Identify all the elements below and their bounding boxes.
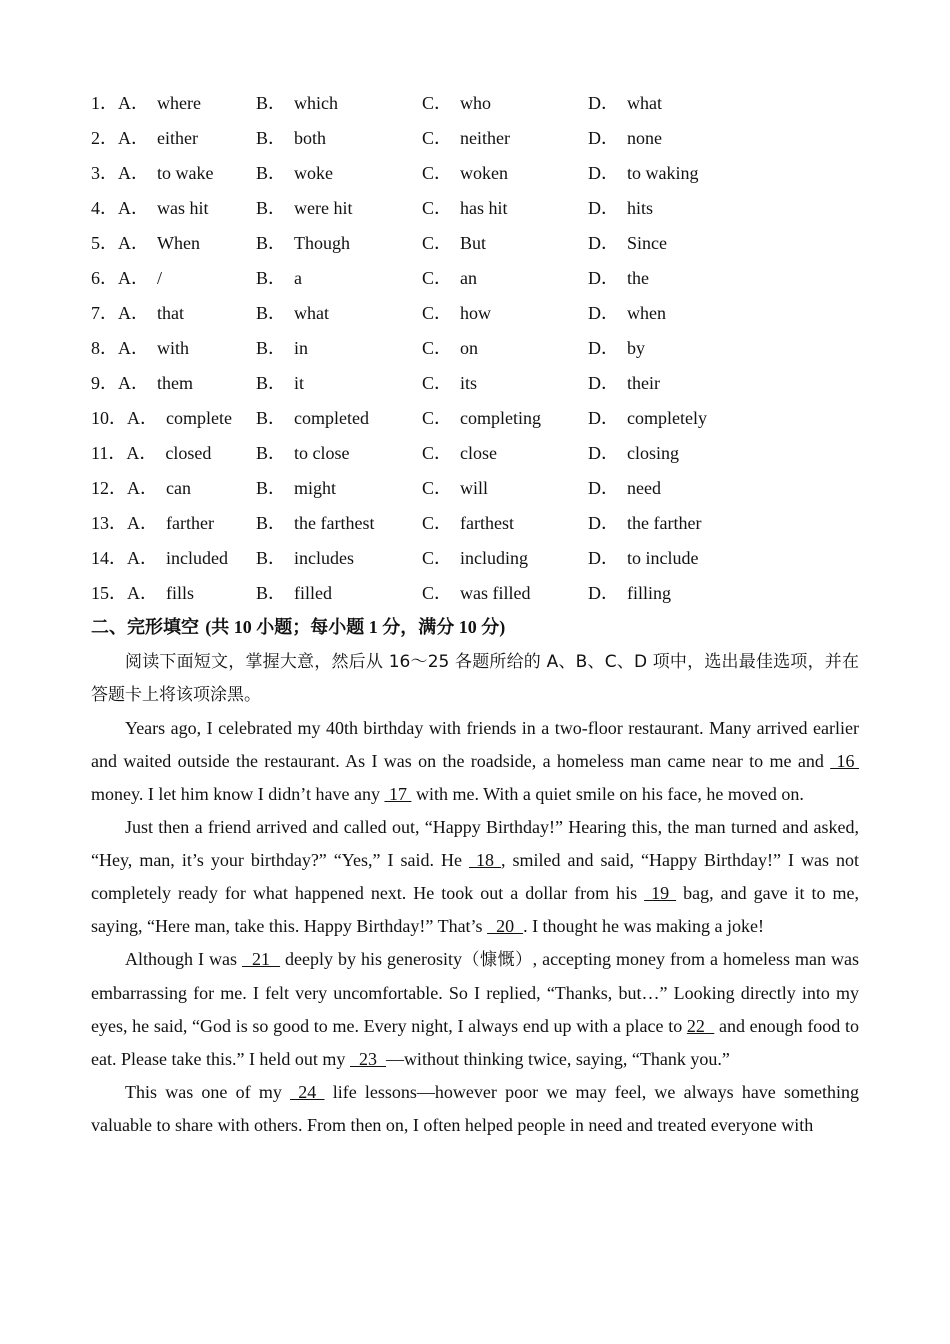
- option-b: [256, 298, 329, 328]
- text-run: , accepting money from a homeless man was embarrassing for me. I felt very uncomfortable. So I replied, “Thanks, but…” Looking directly into my eyes, he said, “God is so good to me. Every night, I always end up with a place to: [91, 949, 860, 1036]
- option-d: [588, 543, 698, 573]
- option-a: [91, 368, 193, 398]
- blank-17: 17: [384, 784, 412, 804]
- option-letter: C．: [422, 93, 453, 113]
- option-text: farther: [166, 513, 214, 533]
- option-letter: A．: [118, 338, 149, 358]
- option-b: [256, 123, 326, 153]
- option-letter: C．: [422, 513, 453, 533]
- option-text: what: [294, 303, 330, 323]
- option-text: when: [627, 303, 666, 323]
- option-b: [256, 333, 308, 363]
- blank-20: 20: [487, 916, 524, 936]
- question-number: 8．: [91, 338, 118, 358]
- option-text: complete: [166, 408, 232, 428]
- question-row: [91, 123, 871, 158]
- option-letter: D．: [588, 478, 619, 498]
- option-text: that: [157, 303, 184, 323]
- option-text: either: [157, 128, 198, 148]
- option-letter: D．: [588, 128, 619, 148]
- option-text: Since: [627, 233, 667, 253]
- option-c: [422, 298, 491, 328]
- option-text: in: [294, 338, 309, 358]
- option-letter: B．: [256, 548, 287, 568]
- option-a: [91, 158, 213, 188]
- question-row: [91, 473, 871, 508]
- option-text: them: [157, 373, 193, 393]
- option-c: [422, 158, 508, 188]
- option-c: [422, 403, 541, 433]
- option-b: [256, 158, 333, 188]
- option-letter: C．: [422, 303, 453, 323]
- option-letter: D．: [588, 303, 619, 323]
- option-letter: B．: [256, 93, 287, 113]
- option-letter: D．: [588, 338, 619, 358]
- option-d: [588, 368, 660, 398]
- option-letter: C．: [422, 128, 453, 148]
- option-text: an: [460, 268, 478, 288]
- option-a: [91, 228, 200, 258]
- text-run: and enough food to eat. Please take this.” I held out my: [91, 1016, 859, 1069]
- option-a: [91, 473, 191, 503]
- cloze-passage: [91, 646, 859, 1142]
- blank-18: 18: [469, 850, 502, 870]
- text-run: Although I was: [125, 949, 243, 969]
- question-row: [91, 228, 871, 263]
- option-b: [256, 228, 350, 258]
- blank-23: 23: [349, 1049, 386, 1069]
- text-run: This was one of my: [125, 1082, 291, 1102]
- option-text: to waking: [627, 163, 699, 183]
- option-c: [422, 508, 514, 538]
- option-letter: C．: [422, 548, 453, 568]
- option-letter: D．: [588, 513, 619, 533]
- option-letter: C．: [422, 268, 453, 288]
- option-c: [422, 578, 531, 608]
- option-text: the farther: [627, 513, 702, 533]
- option-text: woke: [294, 163, 334, 183]
- option-text: neither: [460, 128, 510, 148]
- option-text: farthest: [460, 513, 514, 533]
- option-text: the: [627, 268, 649, 288]
- question-number: 4．: [91, 198, 118, 218]
- option-letter: A．: [118, 233, 149, 253]
- option-d: [588, 123, 662, 153]
- option-letter: D．: [588, 548, 619, 568]
- option-text: where: [157, 93, 201, 113]
- option-text: by: [627, 338, 645, 358]
- option-text: can: [166, 478, 191, 498]
- option-text: to close: [294, 443, 350, 463]
- option-a: [91, 123, 198, 153]
- paragraph-2: [91, 811, 859, 943]
- option-a: [91, 508, 214, 538]
- option-text: closing: [627, 443, 679, 463]
- option-d: [588, 438, 679, 468]
- option-letter: A．: [118, 303, 149, 323]
- option-d: [588, 88, 662, 118]
- option-letter: D．: [588, 408, 619, 428]
- option-b: [256, 508, 374, 538]
- option-text: the farthest: [294, 513, 375, 533]
- question-row: [91, 578, 871, 613]
- option-letter: C．: [422, 233, 453, 253]
- question-number: 2．: [91, 128, 118, 148]
- option-letter: D．: [588, 93, 619, 113]
- option-letter: C．: [422, 478, 453, 498]
- option-text: will: [460, 478, 489, 498]
- question-number: 6．: [91, 268, 118, 288]
- question-row: [91, 438, 871, 473]
- option-d: [588, 333, 645, 363]
- option-d: [588, 578, 671, 608]
- option-letter: B．: [256, 513, 287, 533]
- option-text: it: [294, 373, 305, 393]
- option-text: /: [157, 268, 163, 288]
- option-a: [91, 263, 162, 293]
- option-b: [256, 543, 354, 573]
- multiple-choice-list: [91, 88, 871, 613]
- paragraph-1: [91, 712, 859, 811]
- option-c: [422, 473, 488, 503]
- option-letter: B．: [256, 478, 287, 498]
- option-d: [588, 298, 666, 328]
- option-text: When: [157, 233, 200, 253]
- option-c: [422, 88, 491, 118]
- option-letter: A．: [126, 443, 158, 463]
- option-letter: B．: [256, 268, 287, 288]
- option-a: [91, 578, 194, 608]
- option-text: what: [627, 93, 662, 113]
- option-text: included: [166, 548, 228, 568]
- option-b: [256, 578, 332, 608]
- option-letter: D．: [588, 373, 619, 393]
- option-letter: A．: [127, 513, 158, 533]
- option-letter: D．: [588, 163, 619, 183]
- text-run: with me. With a quiet smile on his face, he moved on.: [411, 784, 804, 804]
- question-number: 7．: [91, 303, 118, 323]
- blank-24: 24: [290, 1082, 325, 1102]
- option-letter: B．: [256, 373, 287, 393]
- option-letter: A．: [118, 268, 149, 288]
- option-d: [588, 158, 699, 188]
- question-number: 10．: [91, 408, 127, 428]
- option-letter: C．: [422, 373, 453, 393]
- option-letter: A．: [118, 93, 149, 113]
- option-text: completed: [294, 408, 369, 428]
- option-letter: B．: [256, 443, 287, 463]
- question-number: 9．: [91, 373, 118, 393]
- option-text: fills: [166, 583, 195, 603]
- option-letter: D．: [588, 443, 619, 463]
- option-letter: B．: [256, 128, 287, 148]
- paragraph-3: [91, 943, 859, 1076]
- blank-21: 21: [242, 949, 281, 969]
- option-letter: D．: [588, 583, 619, 603]
- option-text: both: [294, 128, 327, 148]
- option-letter: D．: [588, 268, 619, 288]
- option-letter: C．: [422, 338, 453, 358]
- option-letter: A．: [127, 408, 158, 428]
- question-number: 11．: [91, 443, 127, 463]
- option-text: on: [460, 338, 479, 358]
- option-text: Though: [294, 233, 351, 253]
- option-text: with: [157, 338, 190, 358]
- option-d: [588, 193, 653, 223]
- option-text: completely: [627, 408, 707, 428]
- option-text: were hit: [294, 198, 353, 218]
- option-c: [422, 543, 528, 573]
- option-text: hits: [627, 198, 654, 218]
- option-a: [91, 193, 209, 223]
- question-number: 12．: [91, 478, 127, 498]
- option-letter: D．: [588, 233, 619, 253]
- option-text: filling: [627, 583, 671, 603]
- option-d: [588, 263, 649, 293]
- option-text: how: [460, 303, 492, 323]
- option-text: woken: [460, 163, 509, 183]
- option-a: [91, 438, 211, 468]
- text-run: Just then a friend arrived and called out, “Happy Birthday!” Hearing this, the man turned and asked, “Hey, man, it’s your birthday?” “Yes,” I said. He: [91, 817, 859, 870]
- option-d: [588, 403, 707, 433]
- question-number: 1．: [91, 93, 118, 113]
- option-text: their: [627, 373, 660, 393]
- text-run: bag, and gave it to me, saying, “Here man, take this. Happy Birthday!” That’s: [91, 883, 860, 936]
- chinese-gloss: （慷慨）: [462, 950, 533, 970]
- text-run: deeply by his generosity: [280, 949, 463, 969]
- instructions: 阅读下面短文，掌握大意，然后从 16～25 各题所给的 A、B、C、D 项中，选出最佳选项，并在答题卡上将该项涂黑。: [91, 652, 859, 705]
- question-number: 14．: [91, 548, 127, 568]
- option-letter: B．: [256, 303, 287, 323]
- option-b: [256, 193, 353, 223]
- option-text: including: [460, 548, 529, 568]
- option-letter: A．: [127, 548, 158, 568]
- option-text: was hit: [157, 198, 209, 218]
- option-b: [256, 368, 304, 398]
- option-c: [422, 263, 477, 293]
- question-row: [91, 298, 871, 333]
- question-number: 3．: [91, 163, 118, 183]
- option-letter: B．: [256, 163, 287, 183]
- option-text: might: [294, 478, 337, 498]
- blank-19: 19: [644, 883, 677, 903]
- option-c: [422, 438, 497, 468]
- option-letter: B．: [256, 408, 287, 428]
- option-d: [588, 473, 661, 503]
- option-letter: B．: [256, 338, 287, 358]
- option-text: filled: [294, 583, 333, 603]
- option-text: includes: [294, 548, 355, 568]
- question-number: 15．: [91, 583, 127, 603]
- option-letter: C．: [422, 443, 453, 463]
- option-letter: D．: [588, 198, 619, 218]
- option-letter: C．: [422, 198, 453, 218]
- option-letter: C．: [422, 163, 453, 183]
- option-b: [256, 263, 302, 293]
- option-text: to wake: [157, 163, 214, 183]
- option-letter: B．: [256, 233, 287, 253]
- option-b: [256, 88, 338, 118]
- question-row: [91, 263, 871, 298]
- option-text: has hit: [460, 198, 508, 218]
- option-text: a: [294, 268, 303, 288]
- section-title: 二、完形填空: [91, 617, 199, 638]
- question-row: [91, 403, 871, 438]
- question-row: [91, 193, 871, 228]
- option-c: [422, 228, 486, 258]
- paragraph-4: [91, 1076, 859, 1142]
- option-letter: A．: [118, 128, 149, 148]
- option-text: But: [460, 233, 487, 253]
- blank-16: 16: [830, 751, 860, 771]
- option-a: [91, 88, 201, 118]
- option-b: [256, 403, 369, 433]
- option-letter: A．: [127, 478, 158, 498]
- option-text: to include: [627, 548, 699, 568]
- text-run: , smiled and said, “Happy Birthday!” I was not completely ready for what happened next. He took out a dollar from his: [91, 850, 860, 903]
- question-row: [91, 88, 871, 123]
- option-b: [256, 438, 350, 468]
- text-run: —without thinking twice, saying, “Thank you.”: [385, 1049, 730, 1069]
- section-heading: [91, 612, 861, 643]
- option-letter: A．: [118, 163, 149, 183]
- option-letter: C．: [422, 408, 453, 428]
- option-c: [422, 193, 508, 223]
- option-text: need: [627, 478, 661, 498]
- option-a: [91, 333, 189, 363]
- question-row: [91, 158, 871, 193]
- question-row: [91, 508, 871, 543]
- text-run: life lessons—however poor we may feel, we always have something valuable to share with others. From then on, I often helped people in need and treated everyone with: [91, 1082, 860, 1135]
- text-run: Years ago, I celebrated my 40th birthday with friends in a two-floor restaurant. Many arrived earlier and waited outside the restaurant. As I was on the roadside, a homeless man came near to me and: [91, 718, 859, 771]
- option-letter: A．: [118, 373, 149, 393]
- text-run: money. I let him know I didn’t have any: [91, 784, 385, 804]
- option-c: [422, 368, 477, 398]
- option-d: [588, 228, 667, 258]
- option-letter: A．: [118, 198, 149, 218]
- option-letter: B．: [256, 583, 287, 603]
- blank-22: 22: [686, 1016, 715, 1036]
- option-text: closed: [165, 443, 212, 463]
- option-b: [256, 473, 336, 503]
- question-number: 5．: [91, 233, 118, 253]
- option-text: its: [460, 373, 478, 393]
- question-row: [91, 333, 871, 368]
- question-row: [91, 368, 871, 403]
- option-letter: A．: [127, 583, 158, 603]
- option-letter: C．: [422, 583, 453, 603]
- option-text: who: [460, 93, 492, 113]
- option-text: was filled: [460, 583, 531, 603]
- option-c: [422, 333, 478, 363]
- section-note: (共 10 小题；每小题 1 分，满分 10 分): [205, 617, 506, 637]
- option-d: [588, 508, 701, 538]
- text-run: . I thought he was making a joke!: [523, 916, 765, 936]
- option-c: [422, 123, 510, 153]
- option-a: [91, 298, 184, 328]
- option-a: [91, 403, 232, 433]
- question-row: [91, 543, 871, 578]
- option-text: completing: [460, 408, 541, 428]
- option-text: none: [627, 128, 662, 148]
- option-a: [91, 543, 228, 573]
- question-number: 13．: [91, 513, 127, 533]
- option-text: close: [460, 443, 497, 463]
- option-text: which: [294, 93, 339, 113]
- option-letter: B．: [256, 198, 287, 218]
